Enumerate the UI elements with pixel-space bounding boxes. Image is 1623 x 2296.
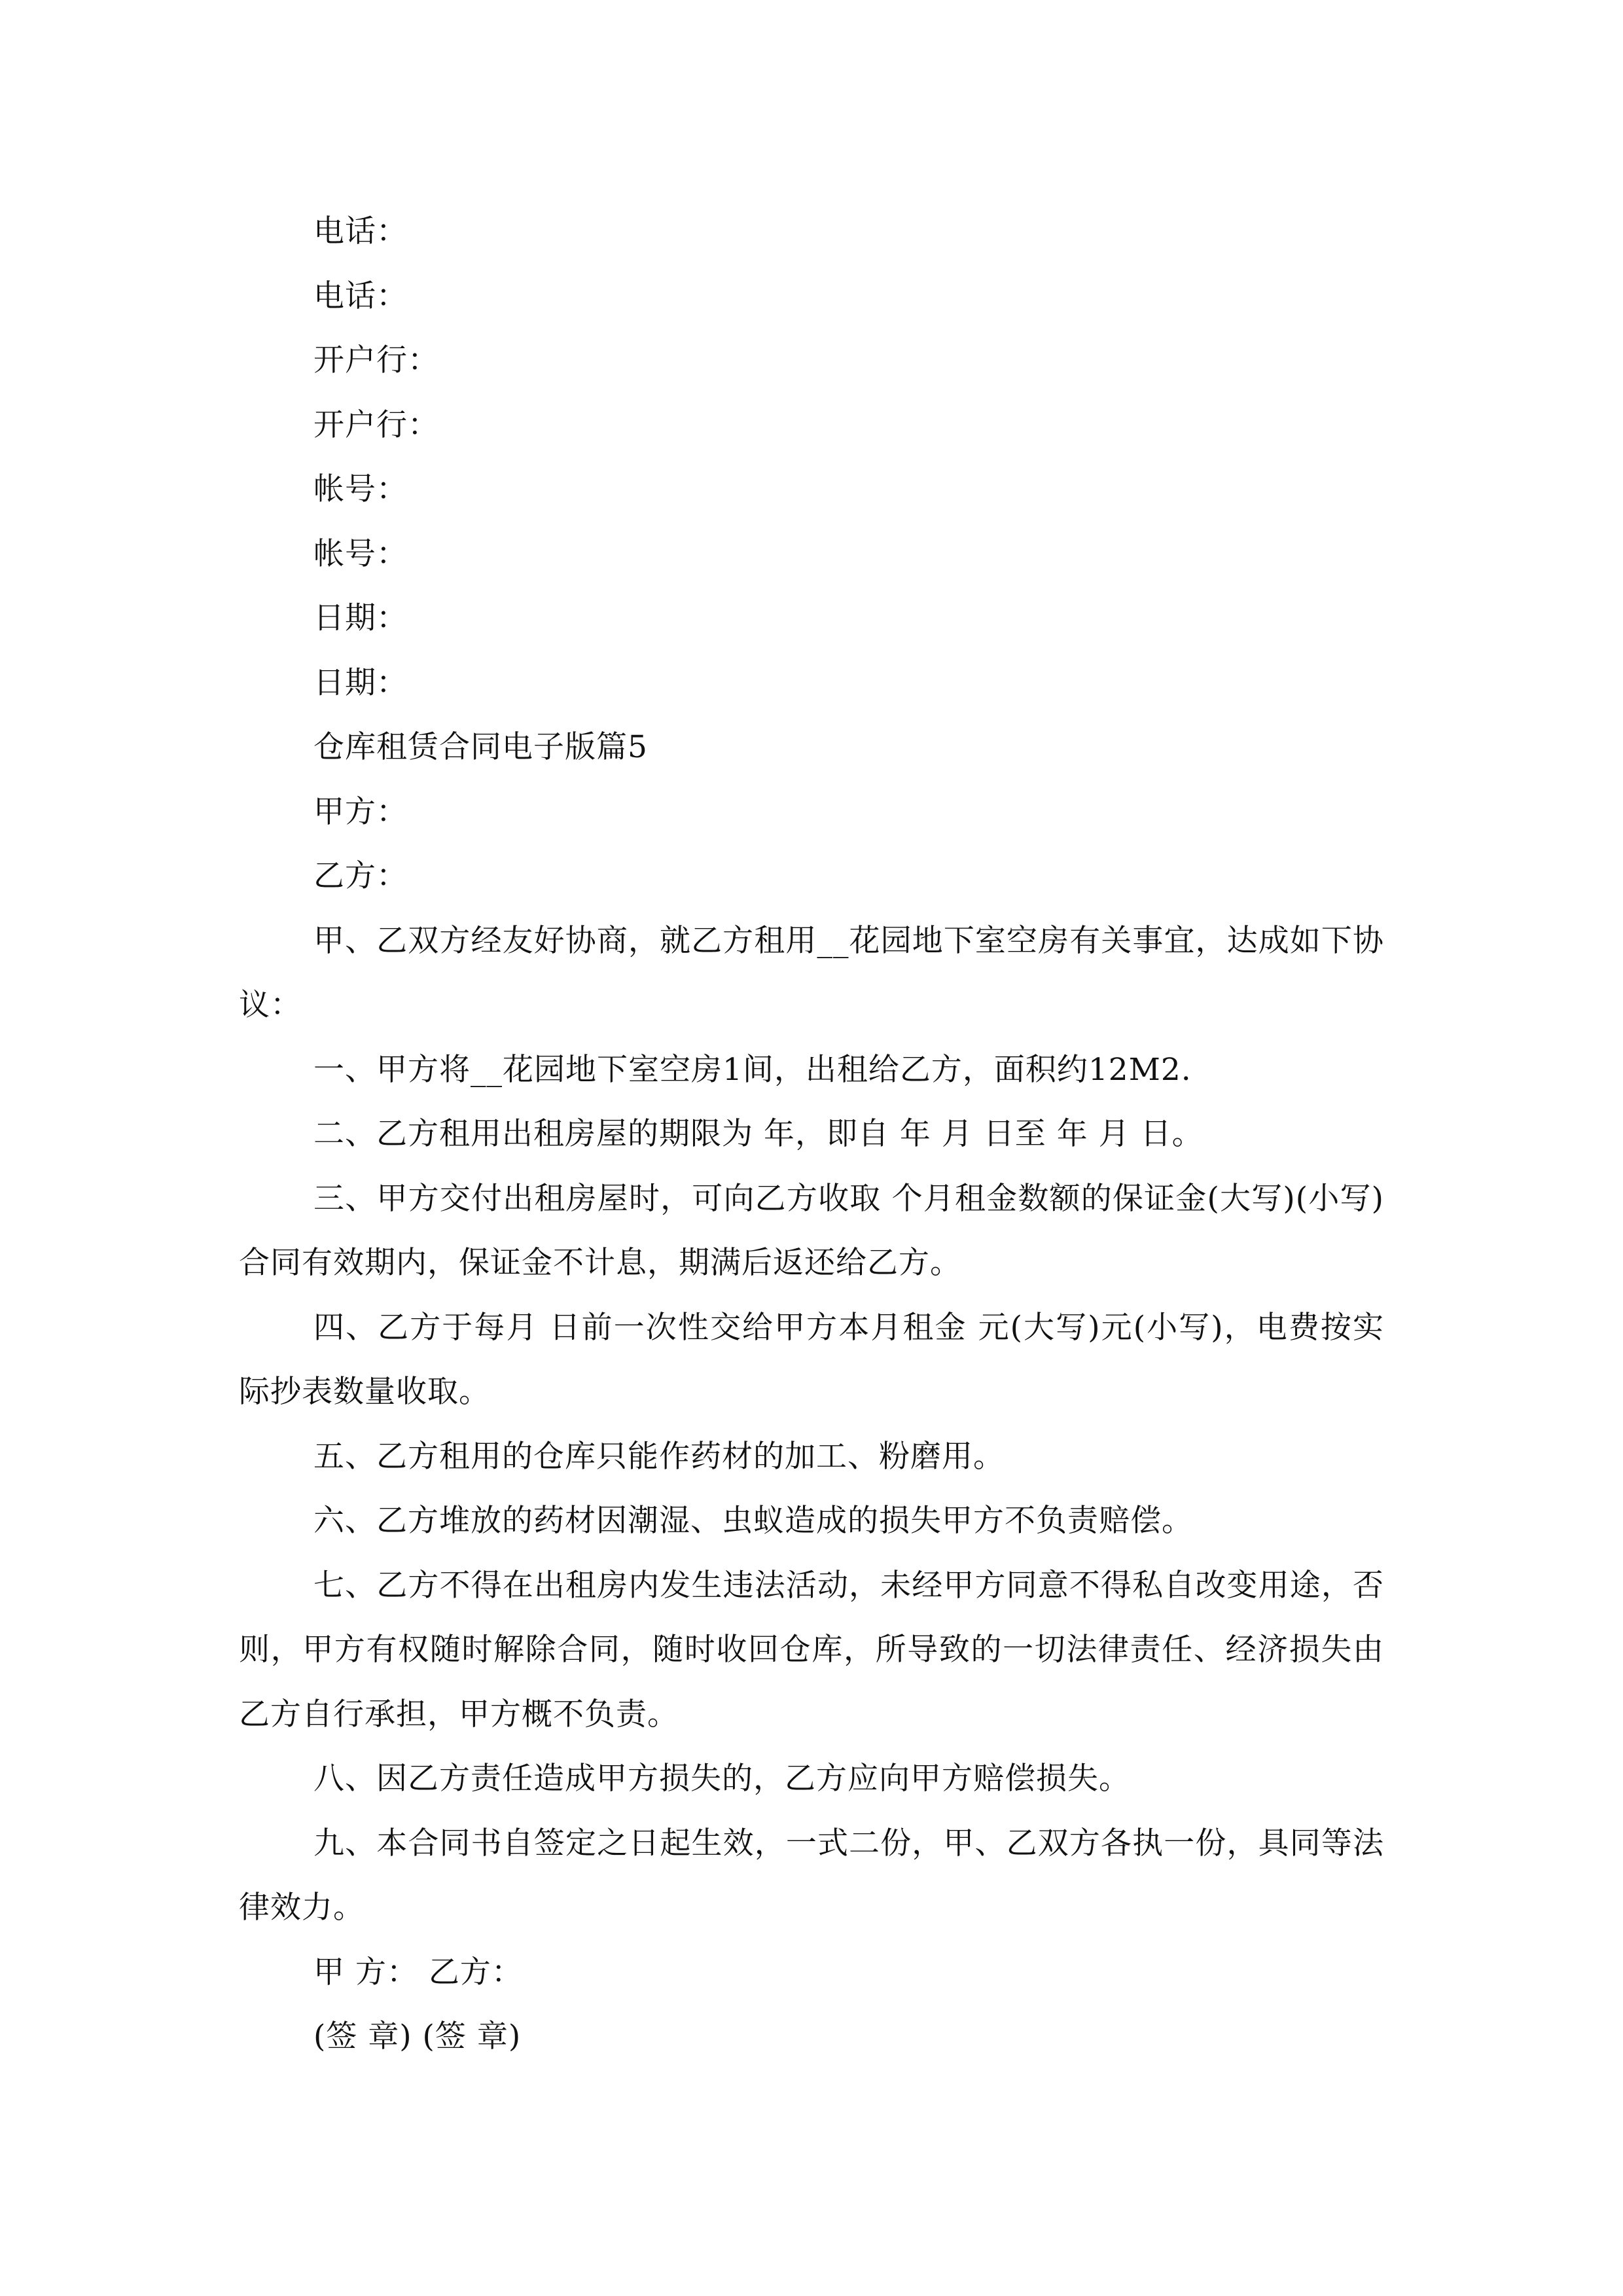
bank-label: 开户行： — [313, 342, 439, 378]
party-b-label: 乙方： — [313, 858, 408, 894]
clause-7: 七、乙方不得在出租房内发生违法活动，未经甲方同意不得私自改变用途，否则，甲方有权随时解除合同，随时收回仓库，所导致的一切法律责任、经济损失由乙方自行承担，甲方概不负责。 — [239, 1567, 1384, 1732]
clause-6: 六、乙方堆放的药材因潮湿、虫蚁造成的损失甲方不负责赔偿。 — [313, 1503, 1193, 1539]
party-a-label: 甲方： — [313, 793, 408, 830]
clause-5: 五、乙方租用的仓库只能作药材的加工、粉磨用。 — [313, 1438, 1005, 1475]
date-label: 日期： — [313, 600, 408, 636]
section-title: 仓库租赁合同电子版篇5 — [313, 729, 648, 765]
clause-2: 二、乙方租用出租房屋的期限为 年，即自 年 月 日至 年 月 日。 — [313, 1116, 1204, 1152]
phone-label: 电话： — [313, 213, 408, 249]
signature-parties: 甲 方： 乙方： — [313, 1954, 523, 1990]
phone-label: 电话： — [313, 278, 408, 314]
account-label: 帐号： — [313, 535, 408, 572]
clause-9: 九、本合同书自签定之日起生效，一式二份，甲、乙双方各执一份，具同等法律效力。 — [239, 1825, 1384, 1926]
date-label: 日期： — [313, 664, 408, 701]
document-body — [239, 200, 1384, 2070]
clause-8: 八、因乙方责任造成甲方损失的，乙方应向甲方赔偿损失。 — [313, 1761, 1130, 1797]
clause-4: 四、乙方于每月 日前一次性交给甲方本月租金 元(大写)元(小写)，电费按实际抄表数量收取。 — [239, 1309, 1384, 1410]
bank-label: 开户行： — [313, 406, 439, 443]
clause-3: 三、甲方交付出租房屋时，可向乙方收取 个月租金数额的保证金(大写)(小写)合同有效期内，保证金不计息，期满后返还给乙方。 — [239, 1180, 1384, 1281]
clause-1: 一、甲方将__花园地下室空房1间，出租给乙方，面积约12M2. — [313, 1051, 1192, 1088]
intro-paragraph: 甲、乙双方经友好协商，就乙方租用__花园地下室空房有关事宜，达成如下协议： — [239, 922, 1384, 1023]
signature-seal: (签 章) (签 章) — [313, 2018, 522, 2054]
account-label: 帐号： — [313, 471, 408, 507]
